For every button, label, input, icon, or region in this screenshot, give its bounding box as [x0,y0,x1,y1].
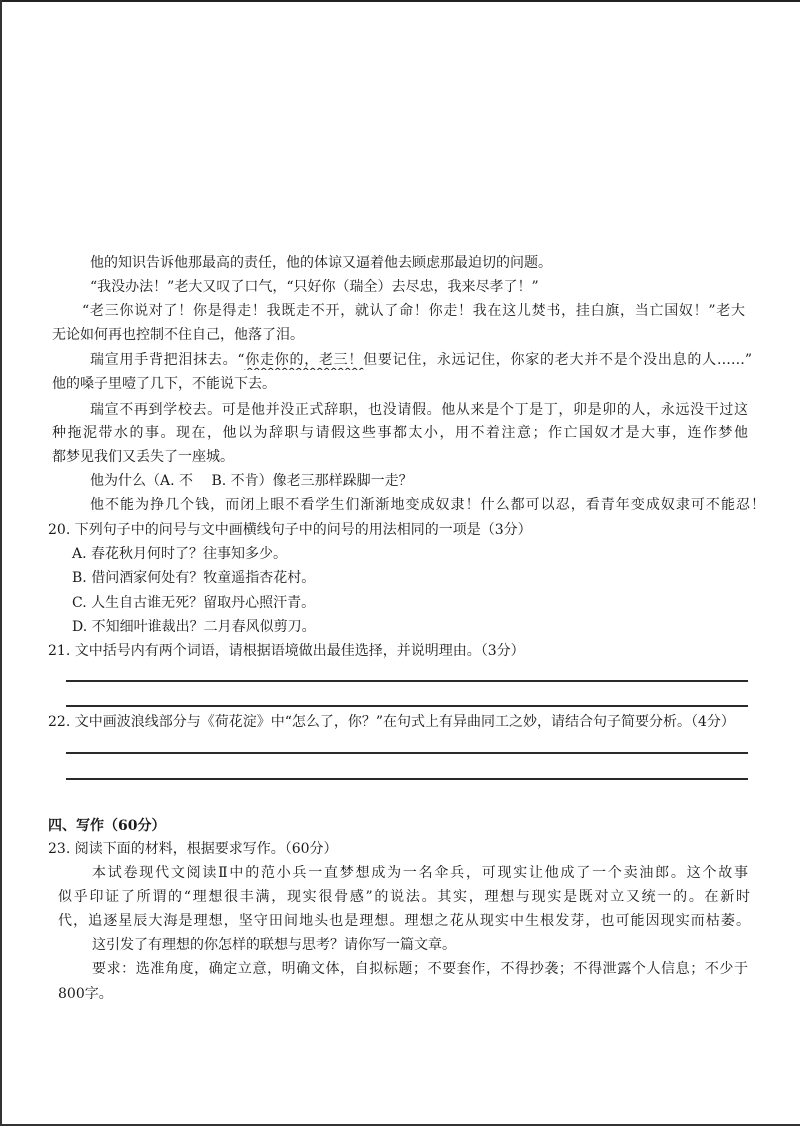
section-title: 四、写作（60分） [48,818,166,834]
passage-line-with-wavy-underline [90,350,752,370]
question-21-stem: 21. 文中括号内有两个词语，请根据语境做出最佳选择，并说明理由。（3分） [48,643,525,659]
wavy-underlined-text: 你走你的，老三！ [244,352,364,368]
passage-line: 都梦见我们又丢失了一座城。 [52,449,234,465]
page-bottom-edge [0,1124,800,1126]
option-c: C. 人生自古谁无死？留取丹心照汗青。 [72,595,316,611]
passage-line: 种拖泥带水的事。现在，他以为辞职与请假这些事都太小，用不着注意；作亡国奴才是大事，连作梦他 [52,425,748,441]
wavy-line-after: 但要记住，永远记住，你家的老大并不是个没出息的人……” [363,352,752,368]
passage-line: “我没办法！”老大又叹了口气，“只好你（瑞全）去尽忠，我来尽孝了！” [90,279,539,295]
material-line: 代，追逐星辰大海是理想，坚守田间地头也是理想。理想之花从现实中生根发芽，也可能因现实而枯萎。 [58,913,750,929]
requirements-line: 800字。 [58,986,113,1002]
page-left-edge [0,0,2,1126]
writing-prompt: 这引发了有理想的你怎样的联想与思考？请你写一篇文章。 [92,937,456,953]
option-d: D. 不知细叶谁裁出？二月春风似剪刀。 [72,619,316,635]
requirements-line: 要求：选准角度，确定立意，明确文体，自拟标题；不要套作，不得抄袭；不得泄露个人信息；不少于 [92,961,748,977]
passage-line: “老三你说对了！你是得走！我既走不开，就认了命！你走！我在这儿焚书，挂白旗，当亡国奴！”老大 [82,303,745,319]
passage-line-question-sentence: 他为什么（A. 不 B. 不肯）像老三那样跺脚一走？ [90,473,413,489]
material-line: 本试卷现代文阅读Ⅱ中的范小兵一直梦想成为一名伞兵，可现实让他成了一个卖油郎。这个故事 [92,865,748,881]
page-top-edge [0,0,800,2]
question-23-stem: 23. 阅读下面的材料，根据要求写作。（60分） [48,841,338,857]
passage-line: 他不能为挣几个钱，而闭上眼不看学生们渐渐地变成奴隶！什么都可以忍，看青年变成奴隶可不能忍！ [90,497,765,513]
option-a: A. 春花秋月何时了？往事知多少。 [72,546,288,562]
option-b: B. 借问酒家何处有？牧童遥指杏花村。 [72,570,316,586]
material-line: 似乎印证了所谓的“理想很丰满，现实很骨感”的说法。其实，理想与现实是既对立又统一的。在新时 [58,889,750,905]
answer-line [66,778,748,780]
wavy-line-before: 瑞宣用手背把泪抹去。“ [90,352,245,368]
passage-line: 他的嗓子里噎了几下，不能说下去。 [52,376,276,392]
answer-line [66,680,748,682]
question-20-stem: 20. 下列句子中的问号与文中画横线句子中的问号的用法相同的一项是（3分） [48,522,532,538]
passage-line: 他的知识告诉他那最高的责任，他的体谅又逼着他去顾虑那最迫切的问题。 [90,255,552,271]
answer-line [66,752,748,754]
answer-line [66,705,748,707]
passage-line: 无论如何再也控制不住自己，他落了泪。 [52,327,304,343]
passage-line: 瑞宣不再到学校去。可是他并没正式辞职，也没请假。他从来是个丁是丁，卯是卯的人，永远没干过这 [90,402,748,418]
question-22-stem: 22. 文中画波浪线部分与《荷花淀》中“怎么了，你？”在句式上有异曲同工之妙，请结合句子简要分析。（4分） [48,714,735,730]
